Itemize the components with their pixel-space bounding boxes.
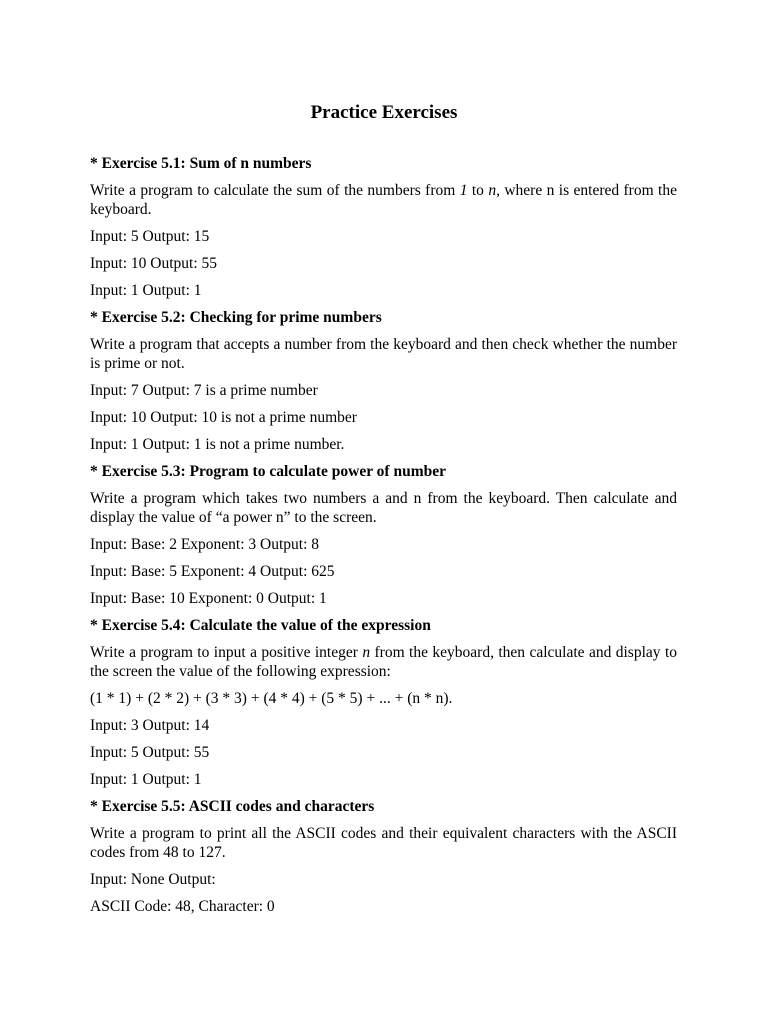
page-title: Practice Exercises: [310, 102, 458, 123]
example-line: Input: 1 Output: 1: [90, 282, 202, 299]
exercise-description: Write a program that accepts a number from the keyboard and then check whether the number is prime or not.: [90, 336, 677, 372]
example-line: ASCII Code: 48, Character: 0: [90, 898, 275, 915]
example-line: Input: Base: 5 Exponent: 4 Output: 625: [90, 563, 335, 580]
expression-line: (1 * 1) + (2 * 2) + (3 * 3) + (4 * 4) + (5 * 5) + ... + (n * n).: [90, 690, 453, 707]
example-line: Input: 3 Output: 14: [90, 717, 210, 734]
description-emphasis: n: [362, 644, 371, 661]
exercise-heading: * Exercise 5.2: Checking for prime numbers: [90, 309, 382, 326]
description-emphasis: n: [488, 182, 497, 199]
exercise-description: Write a program which takes two numbers a and n from the keyboard. Then calculate and display the value of “a power n” to the screen.: [90, 490, 677, 526]
description-text: Write a program to input a positive integer: [90, 644, 363, 661]
description-text: from the keyboard, then calculate and display to the screen the value of the following expression:: [90, 644, 678, 680]
example-line: Input: 5 Output: 15: [90, 228, 210, 245]
exercise-description: Write a program to print all the ASCII codes and their equivalent characters with the ASCII codes from 48 to 127.: [90, 825, 677, 861]
example-line: Input: 10 Output: 10 is not a prime number: [90, 409, 357, 426]
example-line: Input: 5 Output: 55: [90, 744, 210, 761]
exercise-description: [90, 643, 677, 681]
exercise-heading: * Exercise 5.3: Program to calculate power of number: [90, 463, 446, 480]
exercise-heading: * Exercise 5.5: ASCII codes and characters: [90, 798, 375, 815]
exercise-description: [90, 181, 677, 219]
description-text: , where n is entered from the keyboard.: [90, 182, 677, 218]
example-line: Input: Base: 10 Exponent: 0 Output: 1: [90, 590, 327, 607]
example-line: Input: 1 Output: 1 is not a prime number.: [90, 436, 345, 453]
example-line: Input: 7 Output: 7 is a prime number: [90, 382, 318, 399]
exercise-5-4: [90, 616, 677, 789]
example-line: Input: Base: 2 Exponent: 3 Output: 8: [90, 536, 320, 553]
exercise-5-3: [90, 462, 677, 608]
description-emphasis: 1: [459, 182, 468, 199]
exercise-heading: * Exercise 5.4: Calculate the value of the expression: [90, 617, 431, 634]
example-line: Input: 10 Output: 55: [90, 255, 218, 272]
description-text: to: [467, 182, 489, 199]
exercise-list: [90, 154, 677, 924]
description-text: Write a program to calculate the sum of the numbers from: [90, 182, 460, 199]
example-line: Input: 1 Output: 1: [90, 771, 202, 788]
example-line: Input: None Output:: [90, 871, 216, 888]
exercise-5-5: [90, 797, 677, 916]
exercise-heading: * Exercise 5.1: Sum of n numbers: [90, 155, 312, 172]
exercise-5-1: [90, 154, 677, 300]
exercise-5-2: [90, 308, 677, 454]
